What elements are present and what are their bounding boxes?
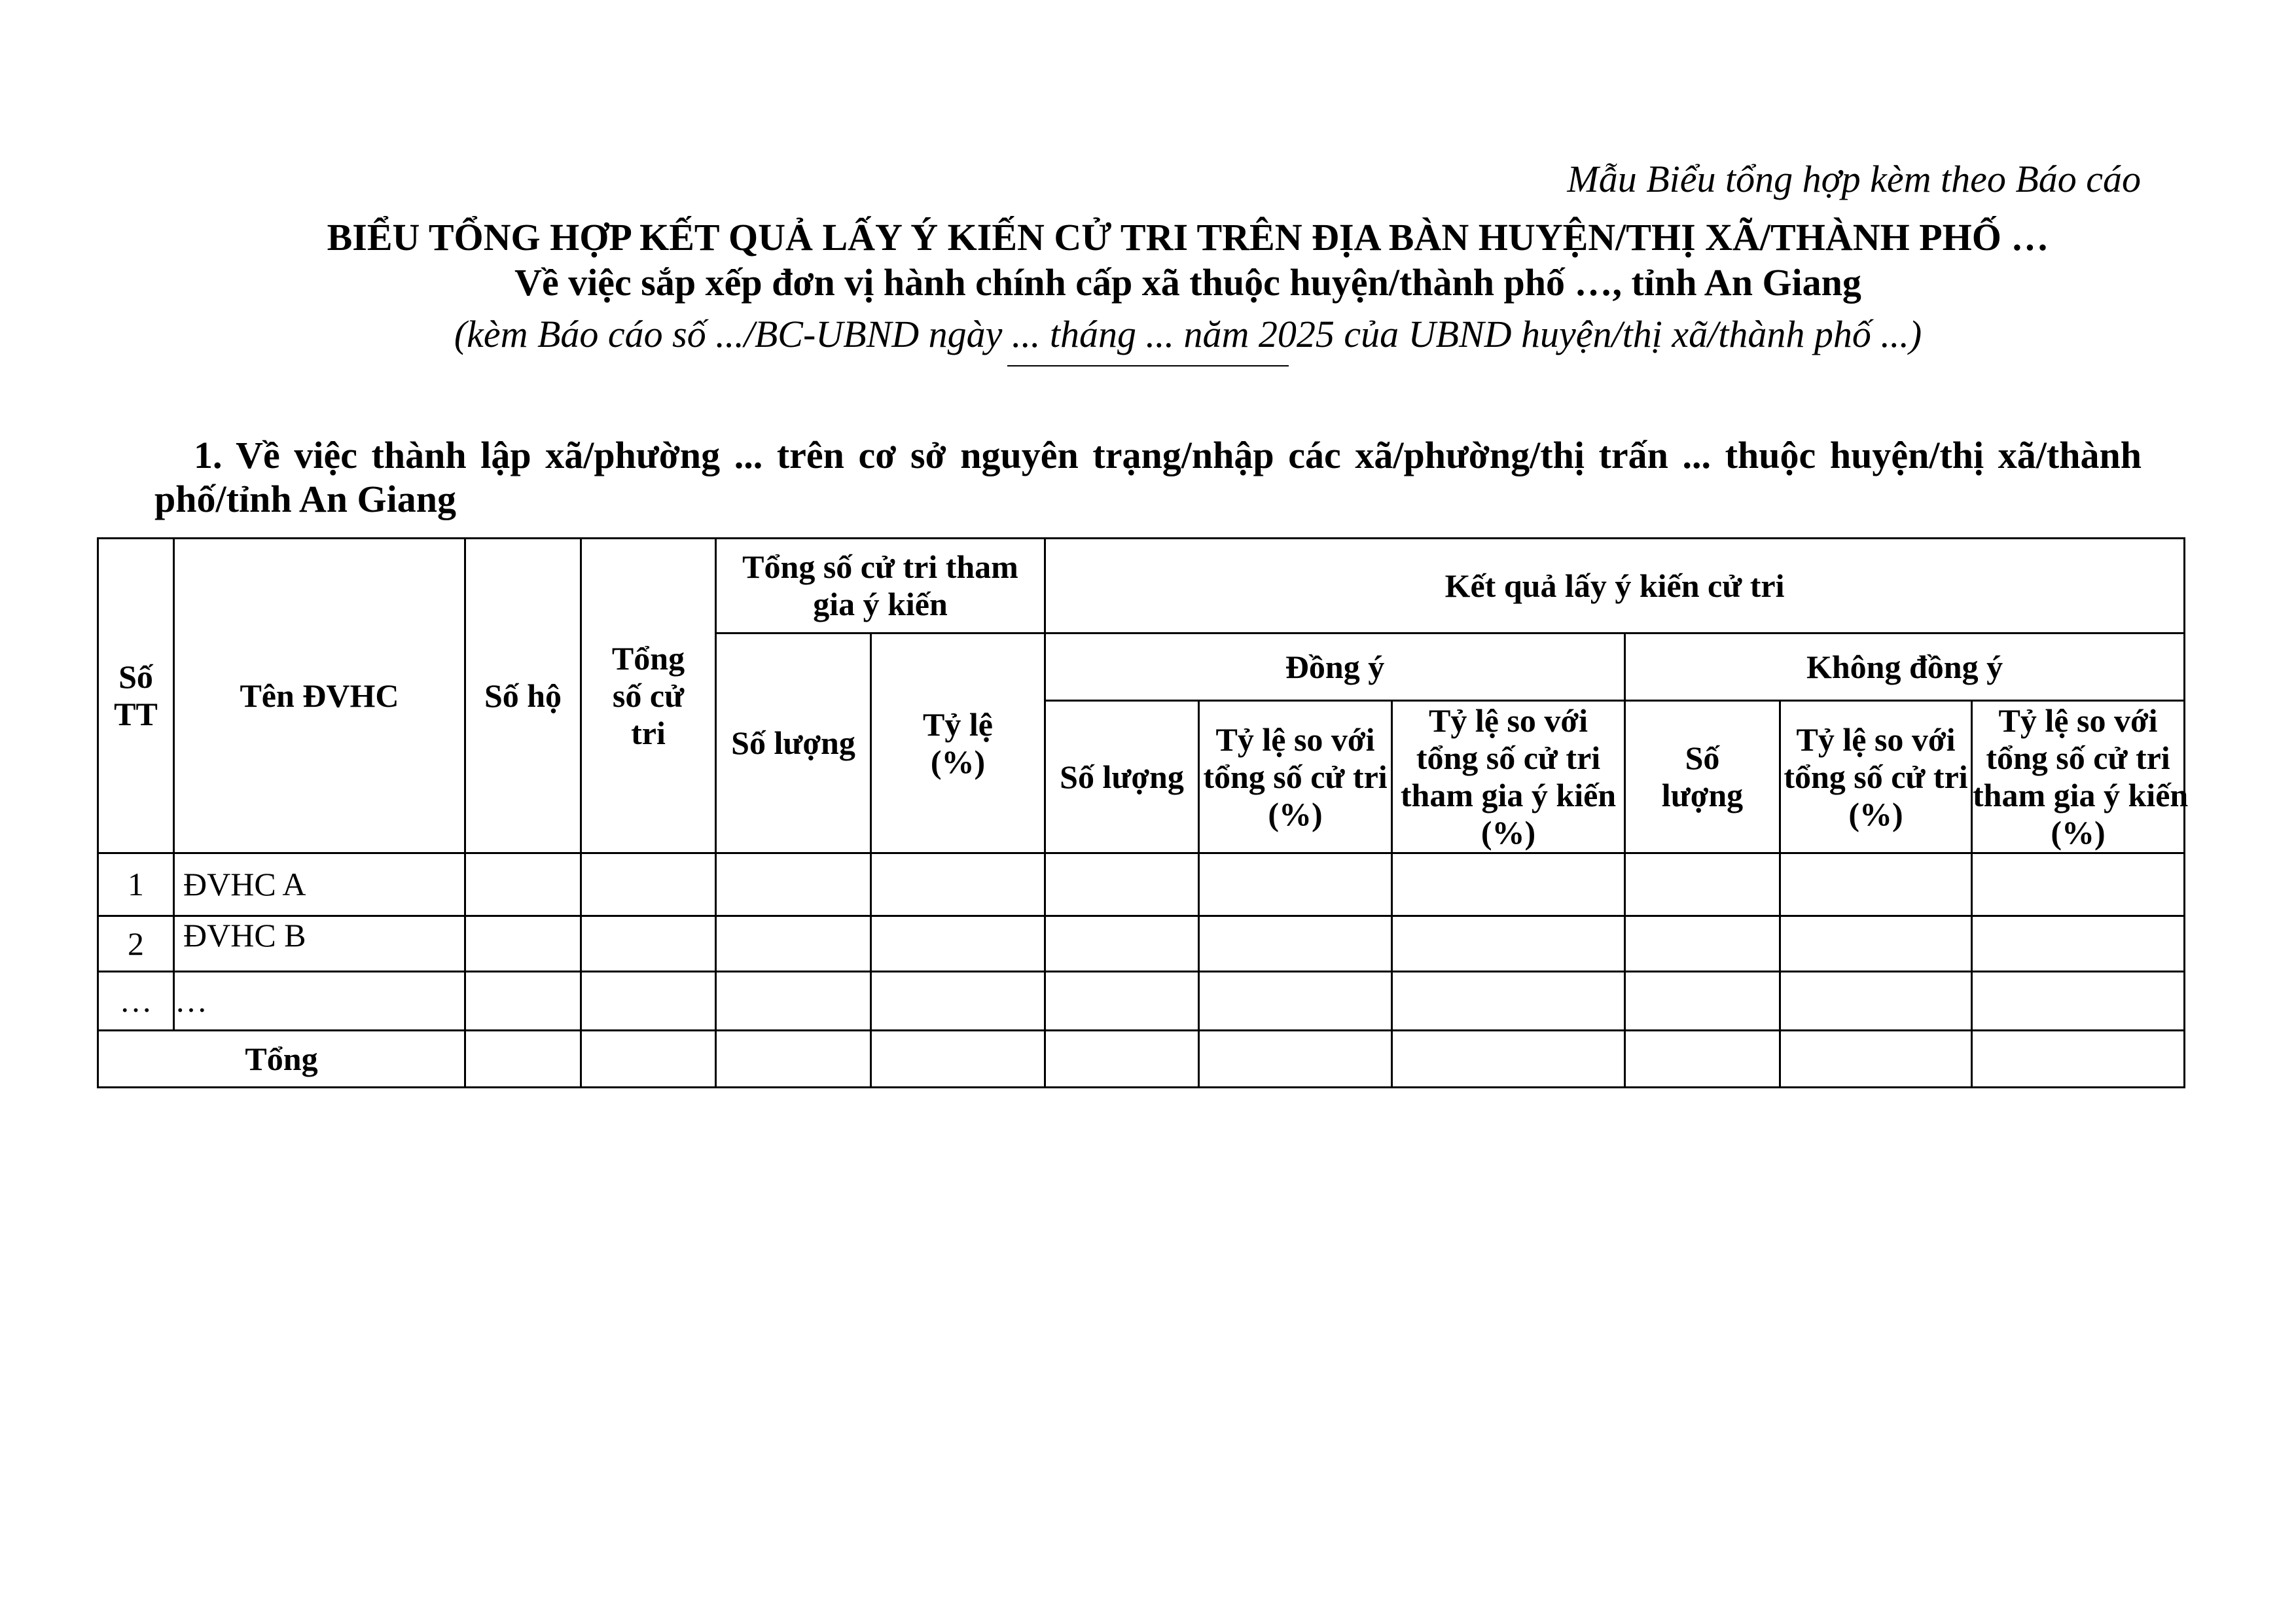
table-cell bbox=[716, 1031, 871, 1088]
table-cell bbox=[1392, 916, 1625, 972]
table-row bbox=[98, 853, 2185, 916]
attachment-note: (kèm Báo cáo số .../BC-UBND ngày ... tháng ... năm 2025 của UBND huyện/thị xã/thành phố ...) bbox=[454, 313, 1922, 355]
table-cell bbox=[871, 1031, 1045, 1088]
table-cell bbox=[1780, 1031, 1972, 1088]
table-cell bbox=[465, 1031, 581, 1088]
table-cell bbox=[465, 916, 581, 972]
table-cell bbox=[1972, 916, 2185, 972]
header-row bbox=[98, 539, 2185, 633]
header-disagree: Không đồng ý bbox=[1625, 633, 2185, 701]
table-cell bbox=[1780, 853, 1972, 916]
table-cell bbox=[465, 972, 581, 1031]
header-stt: Số TT bbox=[98, 539, 174, 853]
table-cell bbox=[581, 1031, 716, 1088]
table-cell bbox=[1045, 916, 1199, 972]
header-total-voters: Tổng số cử tri bbox=[581, 539, 716, 853]
table-cell bbox=[1625, 972, 1780, 1031]
form-note: Mẫu Biểu tổng hợp kèm theo Báo cáo bbox=[1567, 158, 2141, 200]
header-agree: Đồng ý bbox=[1045, 633, 1625, 701]
table-cell bbox=[581, 853, 716, 916]
header-participants: Tổng số cử tri tham gia ý kiến bbox=[716, 539, 1045, 633]
row-unit-name: ĐVHC B bbox=[174, 916, 465, 972]
table-cell bbox=[1199, 853, 1392, 916]
row-stt: 2 bbox=[98, 916, 174, 972]
table-row bbox=[98, 916, 2185, 972]
row-stt: 1 bbox=[98, 853, 174, 916]
section-heading: 1. Về việc thành lập xã/phường ... trên cơ sở nguyên trạng/nhập các xã/phường/thị trấn ... thuộc huyện/thị xã/thành phố/tỉnh An Giang bbox=[154, 434, 2142, 520]
total-label: Tổng bbox=[98, 1031, 465, 1088]
table-cell bbox=[716, 853, 871, 916]
header-participants-count: Số lượng bbox=[716, 633, 871, 853]
table-cell bbox=[1972, 853, 2185, 916]
title-underline bbox=[1007, 365, 1289, 366]
table-cell bbox=[1392, 1031, 1625, 1088]
header-participants-rate: Tỷ lệ (%) bbox=[871, 633, 1045, 853]
header-disagree-rate-participants: Tỷ lệ so với tổng số cử tri tham gia ý kiến (%) bbox=[1972, 701, 2185, 853]
table-cell bbox=[1392, 853, 1625, 916]
table-row bbox=[98, 972, 2185, 1031]
total-row bbox=[98, 1031, 2185, 1088]
header-households: Số hộ bbox=[465, 539, 581, 853]
table-cell bbox=[1972, 1031, 2185, 1088]
table-cell bbox=[1972, 972, 2185, 1031]
header-agree-rate-participants: Tỷ lệ so với tổng số cử tri tham gia ý kiến (%) bbox=[1392, 701, 1625, 853]
results-table bbox=[97, 537, 2189, 1088]
header-unit-name: Tên ĐVHC bbox=[174, 539, 465, 853]
header-disagree-rate-total: Tỷ lệ so với tổng số cử tri (%) bbox=[1780, 701, 1972, 853]
header-agree-count: Số lượng bbox=[1045, 701, 1199, 853]
table-cell bbox=[1199, 1031, 1392, 1088]
row-stt: … bbox=[98, 972, 174, 1031]
table-cell bbox=[1045, 853, 1199, 916]
row-unit-name: ĐVHC A bbox=[174, 853, 465, 916]
table-cell bbox=[581, 972, 716, 1031]
table-cell bbox=[871, 972, 1045, 1031]
table-cell bbox=[871, 916, 1045, 972]
document-title: BIỂU TỔNG HỢP KẾT QUẢ LẤY Ý KIẾN CỬ TRI TRÊN ĐỊA BÀN HUYỆN/THỊ XÃ/THÀNH PHỐ … bbox=[327, 216, 2049, 259]
table-cell bbox=[1199, 972, 1392, 1031]
row-unit-name: … bbox=[174, 972, 465, 1031]
table-cell bbox=[581, 916, 716, 972]
table-cell bbox=[1625, 916, 1780, 972]
table-cell bbox=[716, 972, 871, 1031]
table-cell bbox=[1780, 916, 1972, 972]
table-cell bbox=[1780, 972, 1972, 1031]
table-cell bbox=[1045, 972, 1199, 1031]
table-cell bbox=[465, 853, 581, 916]
document-subtitle: Về việc sắp xếp đơn vị hành chính cấp xã thuộc huyện/thành phố …, tỉnh An Giang bbox=[514, 261, 1861, 304]
table-cell bbox=[1045, 1031, 1199, 1088]
header-results: Kết quả lấy ý kiến cử tri bbox=[1045, 539, 2185, 633]
table-cell bbox=[1625, 853, 1780, 916]
table-cell bbox=[716, 916, 871, 972]
table-cell bbox=[871, 853, 1045, 916]
table-cell bbox=[1392, 972, 1625, 1031]
header-agree-rate-total: Tỷ lệ so với tổng số cử tri (%) bbox=[1199, 701, 1392, 853]
header-disagree-count: Số lượng bbox=[1625, 701, 1780, 853]
table-cell bbox=[1199, 916, 1392, 972]
table-cell bbox=[1625, 1031, 1780, 1088]
